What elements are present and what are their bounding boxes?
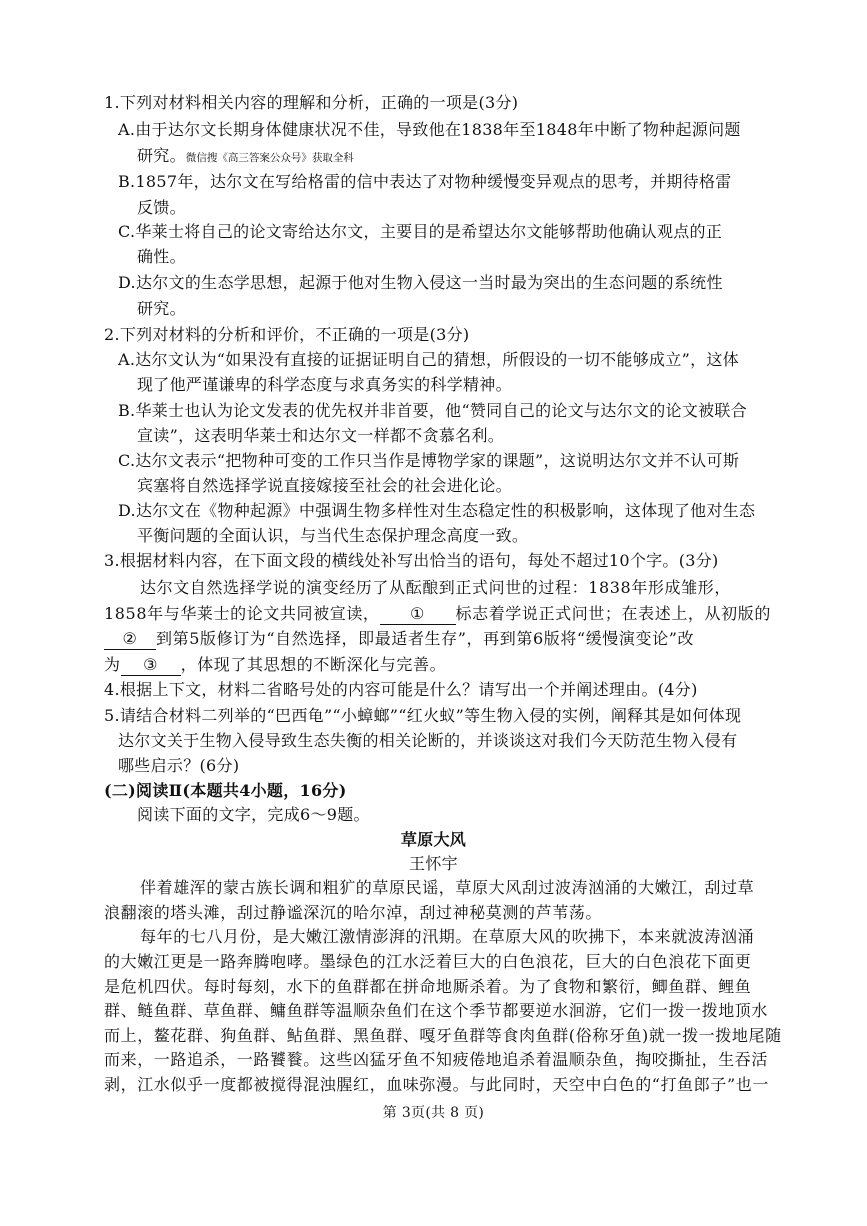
q2-option-a-line1: A.达尔文认为“如果没有直接的证据证明自己的猜想，所假设的一切不能够成立”，这体 [118,350,740,369]
q3-blank-2[interactable]: ② [104,629,156,650]
article-author: 王怀宇 [409,854,458,873]
q2-option-a-line2: 现了他严谨谦卑的科学态度与求真务实的科学精神。 [137,375,512,394]
article-p1-line2: 浪翻滚的塔头滩，刮过静谧深沉的哈尔淖，刮过神秘莫测的芦苇荡。 [104,903,603,922]
q1-option-a-line1: A.由于达尔文长期身体健康状况不佳，导致他在1838年至1848年中断了物种起源问题 [118,120,741,139]
article-p2-line1: 每年的七八月份，是大嫩江激情澎湃的汛期。在草原大风的吹拂下，本来就波涛汹涌 [140,927,755,946]
q5-line1: 5.请结合材料二列举的“巴西龟”“小蟑螂”“红火蚁”等生物入侵的实例，阐释其是如何体现 [104,706,742,725]
article-title: 草原大风 [400,830,467,849]
q3-blank-1[interactable]: ① [380,604,456,625]
q5-line3: 哪些启示？(6分) [118,756,240,775]
q2-option-b-line2: 宣读”，这表明华莱士和达尔文一样都不贪慕名利。 [137,426,505,445]
q3-passage-line3: ② 到第5版修订为“自然选择，即最适者生存”，再到第6版将“缓慢演变论”改 [104,629,694,650]
q3-passage-line4: 为 ③ ，体现了其思想的不断深化与完善。 [104,655,447,674]
article-p1-line1: 伴着雄浑的蒙古族长调和粗犷的草原民谣，草原大风刮过波涛汹涌的大嫩江，刮过草 [140,878,755,897]
q2-option-b-line1: B.华莱士也认为论文发表的优先权并非首要，他“赞同自己的论文与达尔文的论文被联合 [118,401,748,420]
q1-option-c-line1: C.华莱士将自己的论文寄给达尔文，主要目的是希望达尔文能够帮助他确认观点的正 [118,222,723,241]
q1-option-c-line2: 确性。 [137,247,186,266]
q1-option-b-line1: B.1857年，达尔文在写给格雷的信中表达了对物种缓慢变异观点的思考，并期待格雷 [118,172,732,191]
q1-option-d-line2: 研究。 [137,299,186,318]
page-footer: 第 3页(共 8 页) [382,1105,485,1121]
watermark-text: 微信搜《高三答案公众号》获取全科 [185,152,354,164]
q2-option-d-line1: D.达尔文在《物种起源》中强调生物多样性对生态稳定性的积极影响，这体现了他对生态 [118,501,756,520]
q2-option-c-line1: C.达尔文表示“把物种可变的工作只当作是博物学家的课题”，这说明达尔文并不认可斯 [118,451,740,470]
article-p2-line5: 而上，鳌花群、狗鱼群、鲇鱼群、黑鱼群、嘎牙鱼群等食肉鱼群(俗称牙鱼)就一拨一拨地尾随 [104,1026,782,1045]
q2-option-c-line2: 宾塞将自然选择学说直接嫁接至社会的社会进化论。 [137,476,512,495]
article-p2-line4: 群、鲢鱼群、草鱼群、鳙鱼群等温顺杂鱼们在这个季节都要逆水洄游，它们一拨一拨地顶水 [104,1001,769,1020]
q1-option-b-line2: 反馈。 [137,198,186,217]
q3-blank-3[interactable]: ③ [121,655,181,676]
q4-stem: 4.根据上下文，材料二省略号处的内容可能是什么？请写出一个并阐述理由。(4分) [104,680,698,699]
q2-stem: 2.下列对材料的分析和评价，不正确的一项是(3分) [104,325,470,344]
q3-passage-line1: 达尔文自然选择学说的演变经历了从酝酿到正式问世的过程：1838年形成雏形， [140,578,731,597]
section-heading: (二)阅读Ⅱ(本题共4小题，16分) [104,781,347,800]
q1-option-d-line1: D.达尔文的生态学思想，起源于他对生物入侵这一当时最为突出的生态问题的系统性 [118,273,723,292]
article-p2-line3: 是危机四伏。每时每刻，水下的鱼群都在拼命地厮杀着。为了食物和繁衍，鲫鱼群、鲤鱼 [104,977,752,996]
q2-option-d-line2: 平衡问题的全面认识，与当代生态保护理念高度一致。 [137,526,529,545]
q3-stem: 3.根据材料内容，在下面文段的横线处补写出恰当的语句，每处不超过10个字。(3分) [104,551,719,570]
q3-passage-line2: 1858年与华莱士的论文共同被宣读， ① 标志着学说正式问世；在表述上，从初版的 [104,604,771,623]
q5-line2: 达尔文关于生物入侵导致生态失衡的相关论断的，并谈谈这对我们今天防范生物入侵有 [118,731,738,750]
q1-stem: 1.下列对材料相关内容的理解和分析，正确的一项是(3分) [104,93,519,112]
article-p2-line6: 而来，一路追杀，一路饕餮。这些凶猛牙鱼不知疲倦地追杀着温顺杂鱼，掏咬撕扯，生吞活 [104,1050,769,1069]
section-instruction: 阅读下面的文字，完成6～9题。 [137,805,370,824]
article-p2-line7: 剥，江水似乎一度都被搅得混浊腥红，血味弥漫。与此同时，天空中白色的“打鱼郎子”也一 [104,1075,769,1094]
article-p2-line2: 的大嫩江更是一路奔腾咆哮。墨绿色的江水泛着巨大的白色浪花，巨大的白色浪花下面更 [104,952,752,971]
q1-option-a-line2: 研究。微信搜《高三答案公众号》获取全科 [137,146,354,165]
